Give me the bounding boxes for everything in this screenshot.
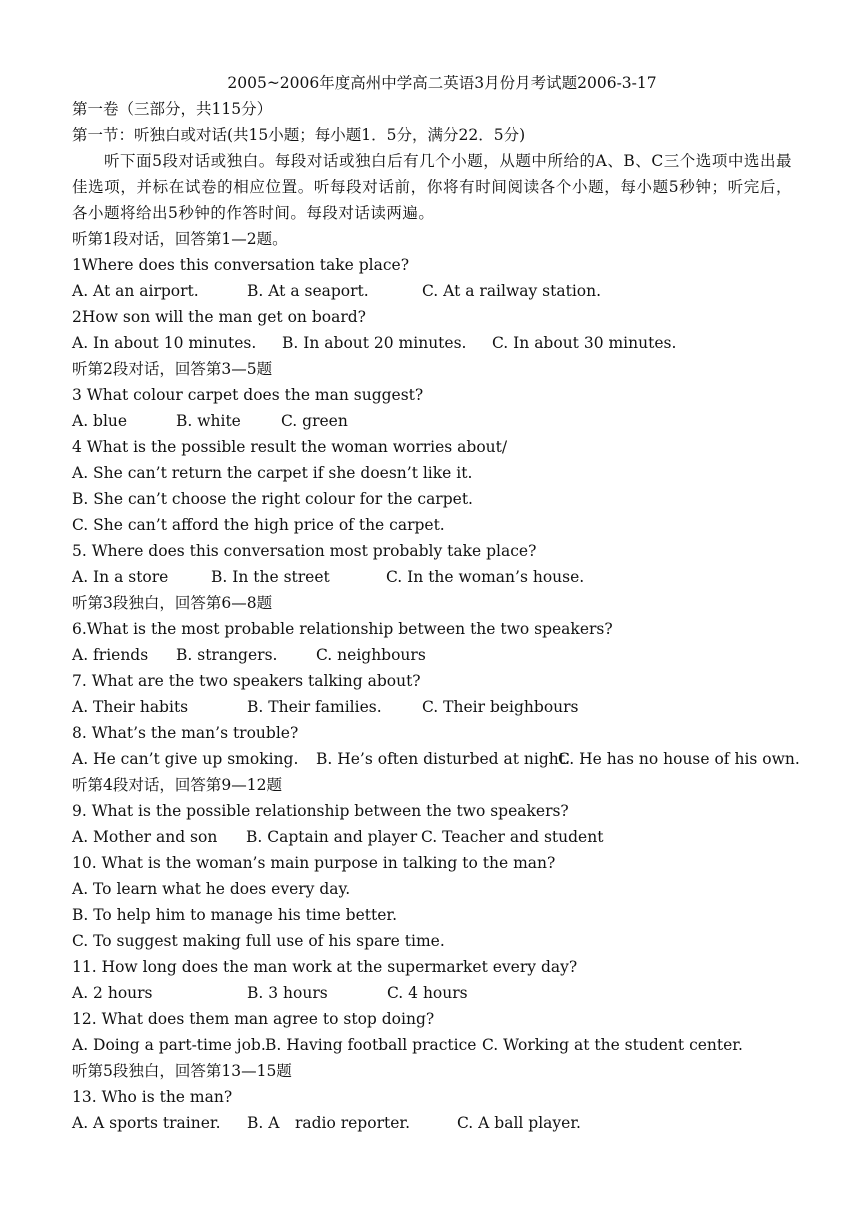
question-text: 7. What are the two speakers talking about?: [72, 672, 421, 690]
option-a: A. In a store: [72, 568, 169, 586]
option-a: A. In about 10 minutes.: [72, 334, 257, 352]
options-row: [72, 694, 792, 720]
options-row: [72, 824, 792, 850]
instructions-paragraph: 听下面5段对话或独白。每段对话或独白后有几个小题，从题中所给的A、B、C三个选项中选出最佳选项，并标在试卷的相应位置。听每段对话前，你将有时间阅读各个小题，每小题5秒钟；听完后，各小题将给出5秒钟的作答时间。每段对话读两遍。: [72, 152, 792, 222]
option-c: C. 4 hours: [387, 984, 468, 1002]
option-b: B. 3 hours: [247, 984, 328, 1002]
option-a: A. He can’t give up smoking.: [72, 750, 299, 768]
options-row: [72, 1032, 792, 1058]
option-b: B. A radio reporter.: [247, 1114, 411, 1132]
option-a: A. Mother and son: [72, 828, 218, 846]
options-row: [72, 330, 792, 356]
option-c: C. Their beighbours: [422, 698, 579, 716]
group-heading: 听第3段独白，回答第6—8题: [72, 594, 273, 612]
option-b: B. She can’t choose the right colour for the carpet.: [72, 490, 473, 508]
options-row: [72, 980, 792, 1006]
option-c: C. green: [281, 412, 348, 430]
option-c: C. neighbours: [316, 646, 426, 664]
section-heading: 第一节：听独白或对话(共15小题；每小题1．5分，满分22．5分): [72, 126, 526, 144]
option-b: B. white: [176, 412, 241, 430]
option-a: A. A sports trainer.: [72, 1114, 221, 1132]
option-c: C. Teacher and student: [421, 828, 604, 846]
options-row: [72, 408, 792, 434]
option-c: C. In the woman’s house.: [386, 568, 585, 586]
group-heading: 听第1段对话，回答第1—2题。: [72, 230, 288, 248]
question-text: 10. What is the woman’s main purpose in talking to the man?: [72, 854, 556, 872]
question-text: 4 What is the possible result the woman worries about/: [72, 438, 508, 456]
question-text: 9. What is the possible relationship between the two speakers?: [72, 802, 569, 820]
option-a: A. friends: [72, 646, 149, 664]
option-c: C. To suggest making full use of his spare time.: [72, 932, 445, 950]
option-a: A. 2 hours: [72, 984, 153, 1002]
option-c: C. At a railway station.: [422, 282, 602, 300]
option-c: C. Working at the student center.: [482, 1036, 743, 1054]
option-c: C. She can’t afford the high price of the carpet.: [72, 516, 445, 534]
options-row: [72, 278, 792, 304]
option-b: B. Captain and player: [246, 828, 418, 846]
page-title: 2005~2006年度高州中学高二英语3月份月考试题2006-3-17: [227, 74, 657, 92]
option-b: B. strangers.: [176, 646, 278, 664]
option-a: A. blue: [72, 412, 128, 430]
option-b: B. Their families.: [247, 698, 382, 716]
option-b: B. To help him to manage his time better.: [72, 906, 398, 924]
option-b: B. In about 20 minutes.: [282, 334, 467, 352]
group-heading: 听第5段独白，回答第13—15题: [72, 1062, 292, 1080]
question-text: 13. Who is the man?: [72, 1088, 233, 1106]
options-row: [72, 746, 800, 772]
options-row: [72, 642, 792, 668]
options-row: [72, 564, 792, 590]
question-text: 2How son will the man get on board?: [72, 308, 366, 326]
group-heading: 听第2段对话，回答第3—5题: [72, 360, 273, 378]
question-text: 11. How long does the man work at the supermarket every day?: [72, 958, 578, 976]
exam-page: [72, 70, 800, 1136]
option-a: A. Their habits: [72, 698, 189, 716]
option-c: C. He has no house of his own.: [558, 750, 800, 768]
question-text: 12. What does them man agree to stop doing?: [72, 1010, 435, 1028]
option-b: B. He’s often disturbed at night.: [316, 750, 570, 768]
question-text: 1Where does this conversation take place?: [72, 256, 410, 274]
option-c: C. In about 30 minutes.: [492, 334, 677, 352]
question-text: 8. What’s the man’s trouble?: [72, 724, 299, 742]
question-text: 6.What is the most probable relationship between the two speakers?: [72, 620, 613, 638]
part-heading: 第一卷（三部分，共115分）: [72, 100, 273, 118]
option-a: A. At an airport.: [72, 282, 199, 300]
option-a: A. Doing a part-time job.: [72, 1036, 266, 1054]
question-text: 5. Where does this conversation most probably take place?: [72, 542, 537, 560]
option-b: B. At a seaport.: [247, 282, 369, 300]
question-text: 3 What colour carpet does the man suggest?: [72, 386, 424, 404]
options-row: [72, 1110, 792, 1136]
group-heading: 听第4段对话，回答第9—12题: [72, 776, 282, 794]
option-a: A. She can’t return the carpet if she doesn’t like it.: [72, 464, 473, 482]
option-c: C. A ball player.: [457, 1114, 581, 1132]
option-b: B. Having football practice: [265, 1036, 477, 1054]
option-a: A. To learn what he does every day.: [72, 880, 351, 898]
option-b: B. In the street: [211, 568, 330, 586]
